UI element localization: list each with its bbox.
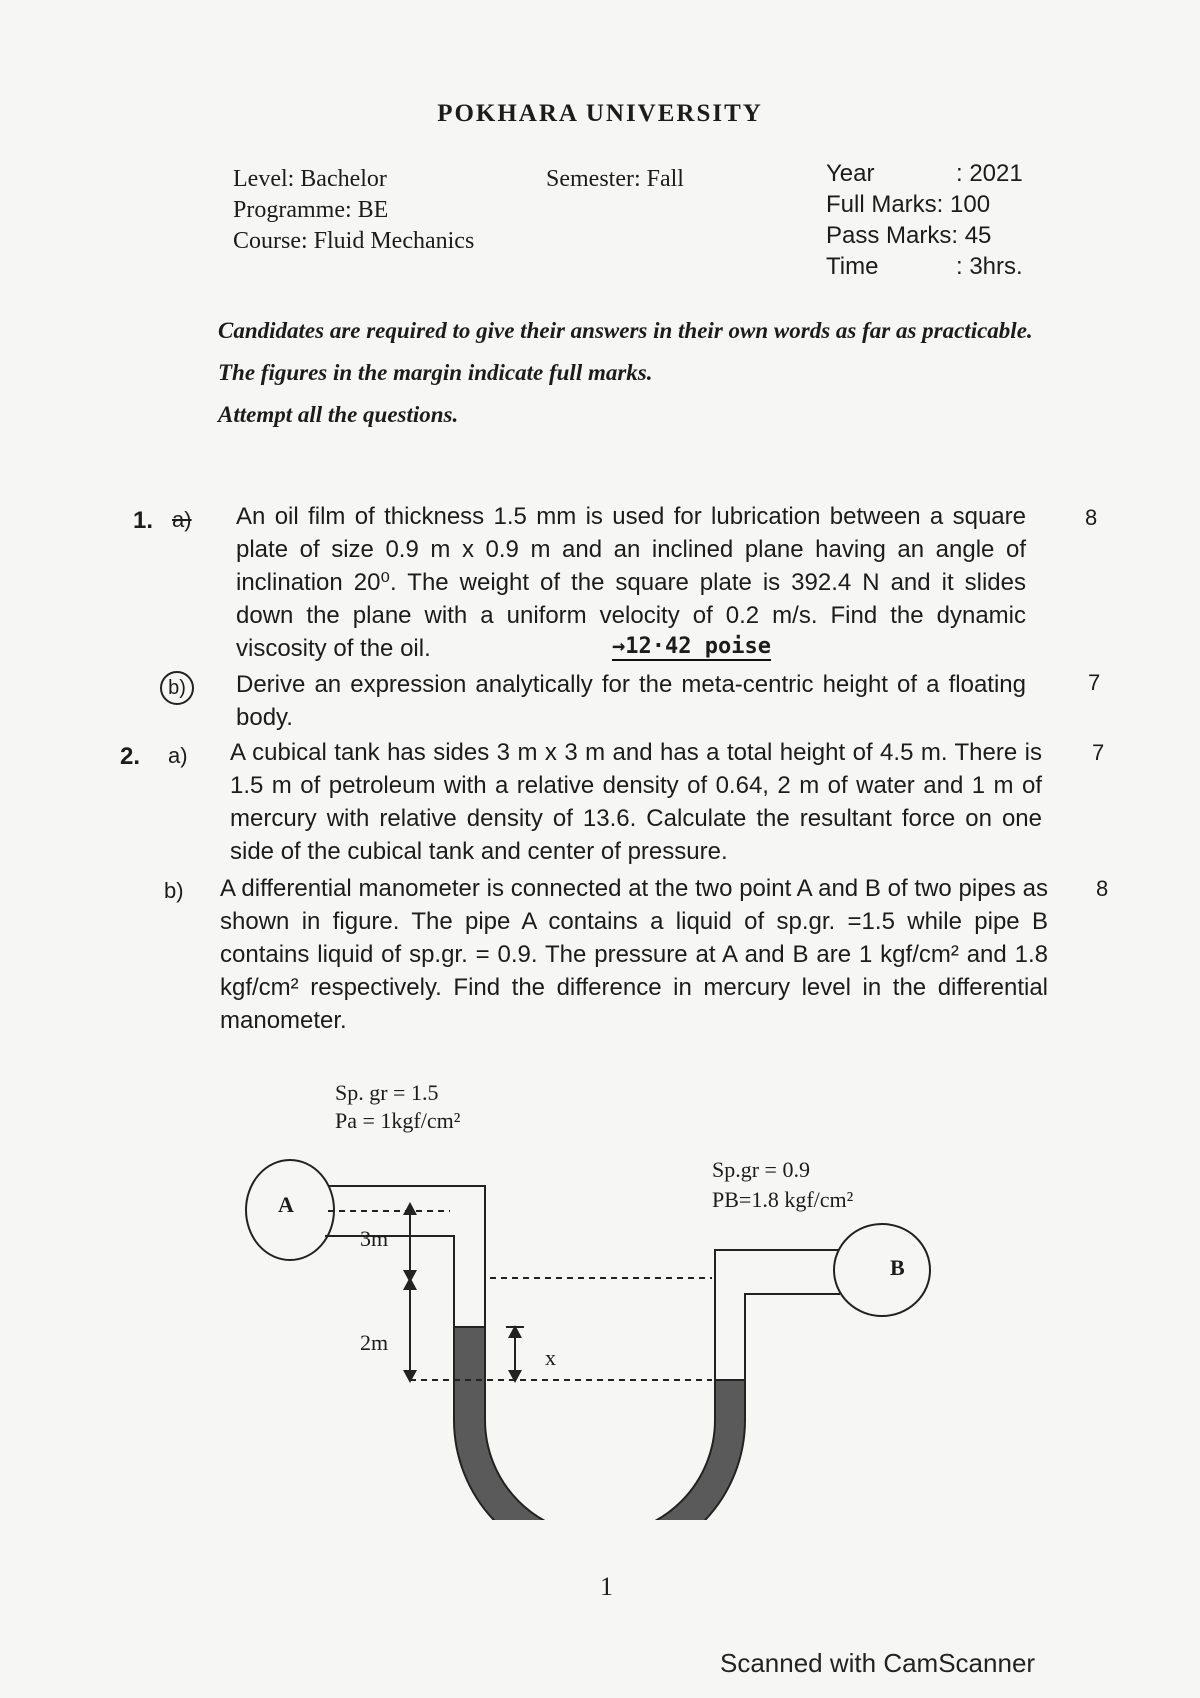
course-text: Course: Fluid Mechanics [233,228,475,254]
year-row [826,158,1023,189]
fig-a-spgr: Sp. gr = 1.5 [335,1080,439,1105]
fig-label-a: A [278,1192,294,1217]
fig-a-pressure: Pa = 1kgf/cm² [335,1108,461,1133]
instruction-line-3: Attempt all the questions. [218,402,459,427]
q2a-text: A cubical tank has sides 3 m x 3 m and has a total height of 4.5 m. There is 1.5 m of petroleum with a relative density of 0.64, 2 m of water and 1 m of mercury with relative density of 13.6. Calculate the resultant force on one side of the cubical tank and center of pressure. [230,739,1042,865]
full-marks: Full Marks: 100 [826,191,991,218]
year-value: : 2021 [956,160,1023,187]
fig-b-spgr: Sp.gr = 0.9 [712,1157,810,1182]
q2-number: 2. [120,743,141,770]
scanner-watermark: Scanned with CamScanner [720,1648,1036,1678]
q2a-label: a) [168,743,188,768]
mercury-column [454,1327,745,1520]
pass-marks: Pass Marks: 45 [826,222,992,249]
arrow-head [403,1370,417,1383]
level-text: Level: Bachelor [233,166,387,192]
q2b-text: A differential manometer is connected at the two point A and B of two pipes as shown in figure. The pipe A contains a liquid of sp.gr. =1.5 while pipe B contains liquid of sp.gr. = 0.9. The pressure at A and B are 1 kgf/cm² and 1.8 kgf/cm² respectively. Find the difference in mercury level in the differential manometer. [220,875,1048,1034]
limb-b-outer-wall [715,1250,838,1380]
q1a-label: a) [172,507,192,532]
pipe-b-circle [834,1224,930,1316]
q2b-label: b) [164,878,184,903]
arrow-head [508,1370,522,1383]
q1a-handwritten-answer: →12·42 poise [612,634,771,659]
q1b-marks: 7 [1088,670,1101,695]
fig-dim-2m: 2m [360,1330,389,1355]
limb-a-outer-wall [328,1186,485,1327]
fig-label-b: B [890,1255,905,1280]
limb-b-inner-wall [745,1294,840,1380]
q2a-marks: 7 [1092,740,1105,765]
header-left [233,164,474,257]
year-label: Year [826,160,875,187]
programme-text: Programme: BE [233,197,389,223]
manometer-figure [0,1080,1200,1520]
header-right [826,158,1023,282]
fig-b-pressure: PB=1.8 kgf/cm² [712,1187,854,1212]
page-number: 1 [600,1572,613,1601]
q1a-marks: 8 [1085,505,1098,530]
fig-dim-x: x [545,1345,556,1370]
fig-dim-3m: 3m [360,1226,389,1251]
instruction-line-1: Candidates are required to give their answers in their own words as far as practicable. [218,318,1033,343]
time-label: Time [826,253,879,280]
q1-number: 1. [133,507,154,534]
arrow-head [403,1202,417,1215]
arrow-head [403,1277,417,1290]
time-row [826,251,1023,282]
instructions [218,313,1038,439]
q2b-marks: 8 [1096,876,1109,901]
instruction-line-2: The figures in the margin indicate full marks. [218,360,653,385]
q1b-label: b) [160,671,194,705]
time-value: : 3hrs. [956,253,1023,280]
q1a-text: An oil film of thickness 1.5 mm is used for lubrication between a square plate of size 0.9 m x 0.9 m and an inclined plane having an angle of inclination 20⁰. The weight of the square plate is 392.4 N and it slides down the plane with a uniform velocity of 0.2 m/s. Find the dynamic viscosity of the oil. [236,503,1026,662]
limb-a-inner-wall [325,1236,454,1327]
university-title: POKHARA UNIVERSITY [437,100,763,127]
semester-text: Semester: Fall [546,166,684,192]
q1b-text: Derive an expression analytically for the meta-centric height of a floating body. [236,671,1026,731]
